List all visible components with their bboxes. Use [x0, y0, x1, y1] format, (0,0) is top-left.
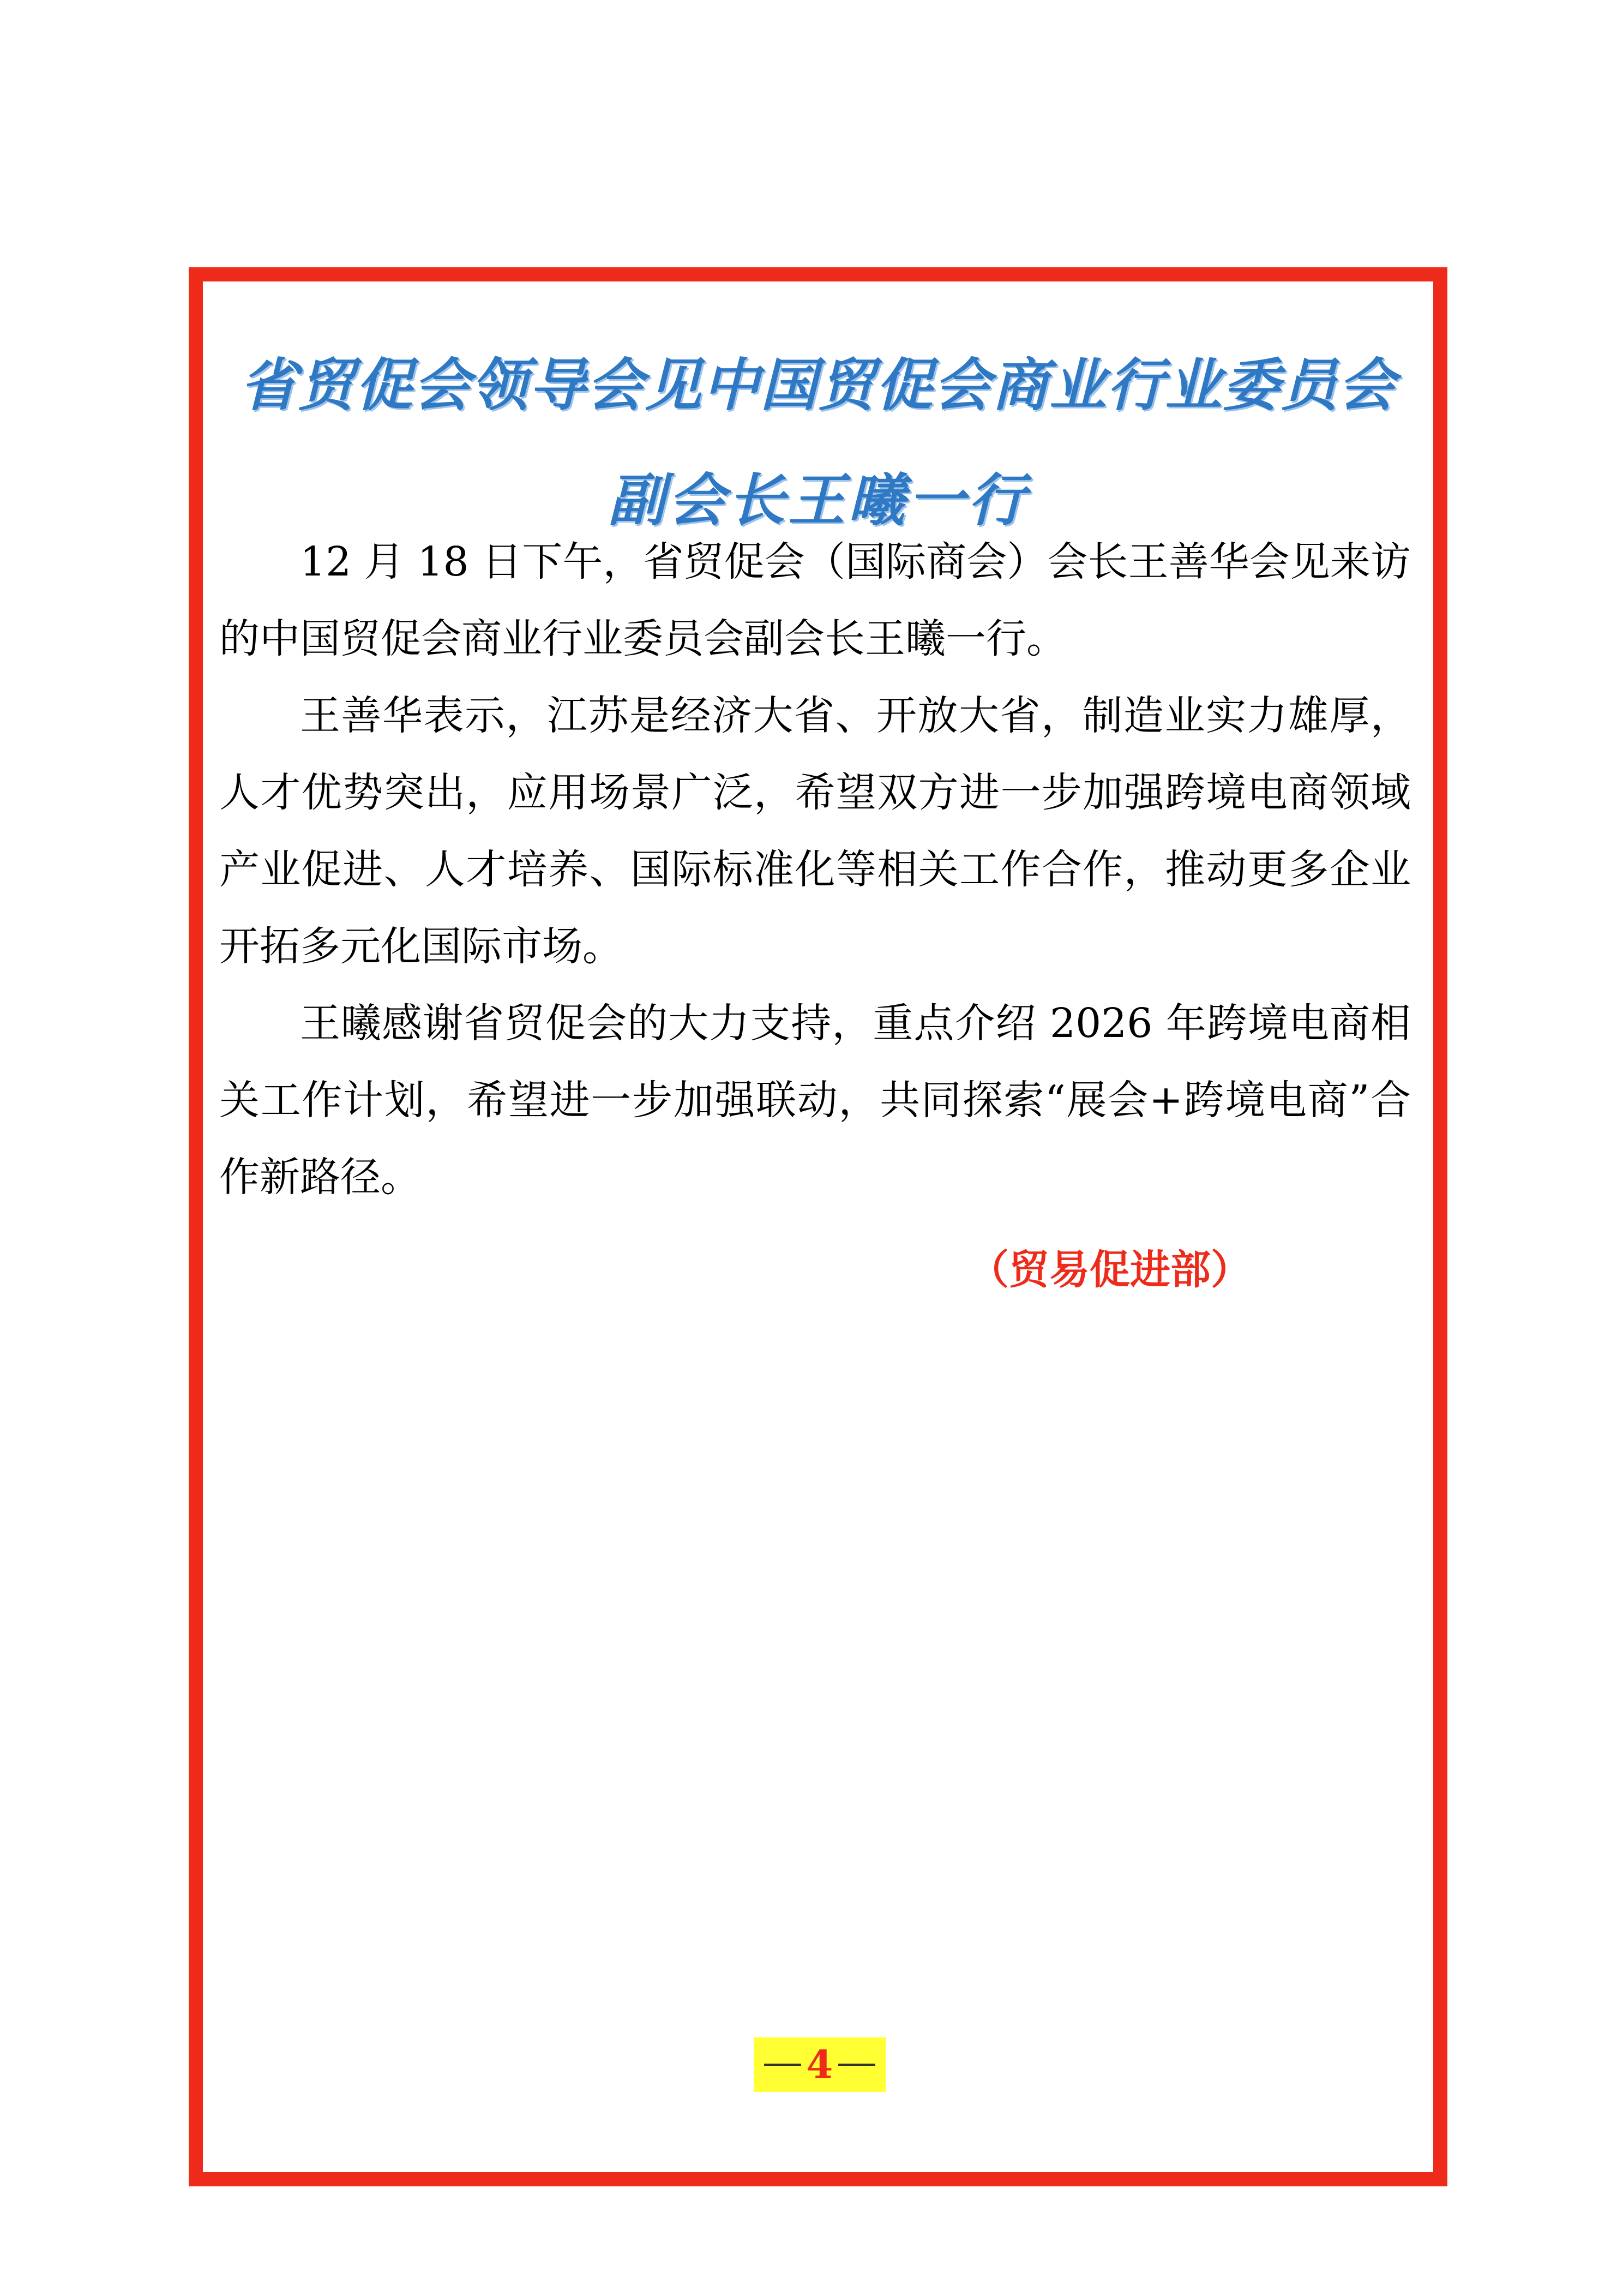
paragraph-2: 王善华表示，江苏是经济大省、开放大省，制造业实力雄厚，人才优势突出，应用场景广泛，希望双方进一步加强跨境电商领域产业促进、人才培养、国际标准化等相关工作合作，推动更多企业开拓多元化国际市场。: [219, 692, 1411, 970]
page-number-badge: [754, 2037, 886, 2092]
left-dash: [764, 2064, 801, 2066]
paragraph-1: 12 月 18 日下午，省贸促会（国际商会）会长王善华会见来访的中国贸促会商业行业委员会副会长王曦一行。: [219, 538, 1411, 662]
article-title-line-2: 副会长王曦一行: [608, 466, 1028, 533]
paragraph-3: 王曦感谢省贸促会的大力支持，重点介绍 2026 年跨境电商相关工作计划，希望进一步加强联动，共同探索“展会+跨境电商”合作新路径。: [219, 1000, 1411, 1201]
page-number: 4: [806, 2042, 833, 2087]
right-dash: [838, 2064, 875, 2066]
article-title-line-1: 省贸促会领导会见中国贸促会商业行业委员会: [239, 351, 1396, 418]
source-department: （贸易促进部）: [969, 1246, 1251, 1293]
article-body: [219, 524, 1411, 1216]
